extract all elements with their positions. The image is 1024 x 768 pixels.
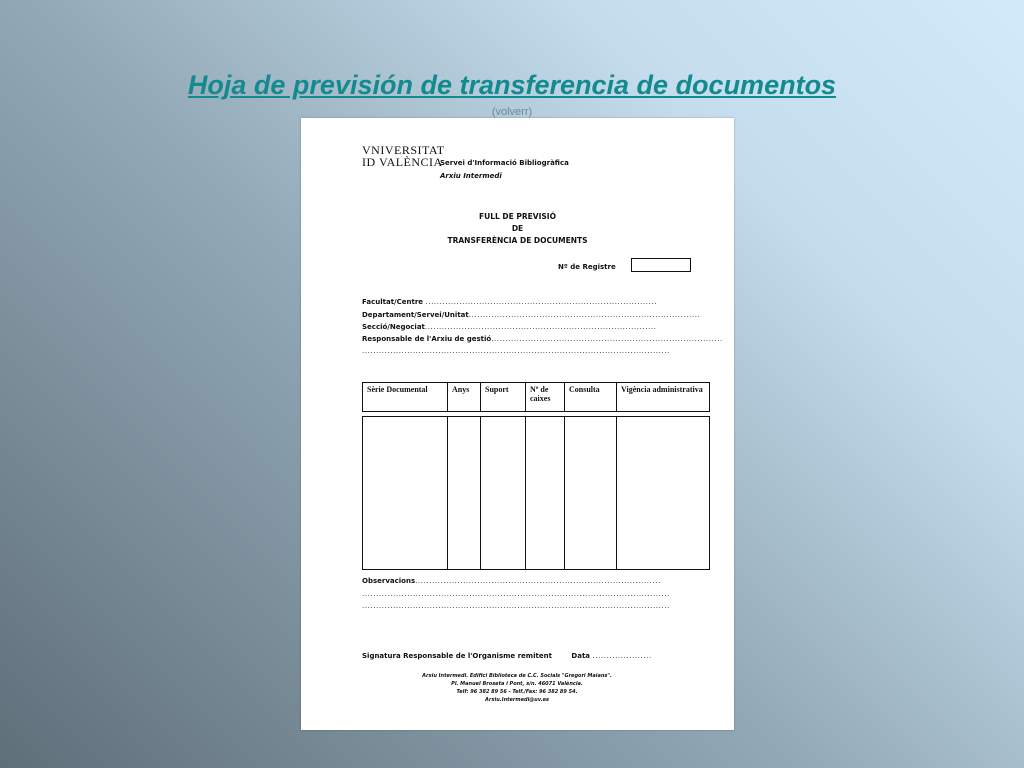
table-cell	[565, 417, 617, 570]
footer-line: Arxiu Intermedi. Edifici Biblioteca de C.C. Socials "Gregori Maians".	[422, 673, 612, 679]
field-department: Departament/Servei/Unitat..................................................................................	[362, 311, 701, 319]
table-row	[363, 417, 710, 570]
column-header: Suport	[481, 383, 526, 412]
table-header-row	[363, 383, 710, 412]
table-cell	[526, 417, 565, 570]
column-header: Consulta	[565, 383, 617, 412]
column-header: Sèrie Documental	[363, 383, 448, 412]
form-title-line: DE	[511, 224, 524, 233]
slide-title[interactable]: Hoja de previsión de transferencia de documentos	[187, 70, 837, 100]
table-cell	[481, 417, 526, 570]
registry-label: Nº de Registre	[558, 263, 616, 271]
field-section: Secció/Negociat..................................................................................	[362, 323, 657, 331]
signature-line: Signatura Responsable de l'Organisme remitent Data .....................	[362, 652, 652, 660]
registry-box	[631, 258, 691, 272]
table-cell	[448, 417, 481, 570]
university-logo-line1: VNIVERSITAT	[362, 143, 445, 157]
sub-department-name: Arxiu Intermedi	[440, 172, 502, 180]
blank-line: .............................................................................................................	[362, 602, 670, 610]
column-header: Vigència administrativa	[617, 383, 710, 412]
field-faculty: Facultat/Centre ..................................................................................	[362, 298, 658, 306]
university-logo-line2: ID VALÈNCIA	[362, 155, 443, 169]
form-title-line: TRANSFERÈNCIA DE DOCUMENTS	[447, 236, 588, 245]
footer-line: Telf: 96 382 89 56 - Telf./Fax: 96 382 89 54.	[456, 689, 578, 695]
department-name: Servei d'Informació Bibliogràfica	[440, 159, 569, 167]
column-header: Nº de caixes	[526, 383, 565, 412]
form-document	[301, 118, 734, 730]
documents-table	[362, 382, 710, 570]
blank-line: .............................................................................................................	[362, 590, 670, 598]
footer-line: Pl. Manuel Broseta i Pont, s/n. 46071 València.	[451, 681, 583, 687]
back-link[interactable]: (volverr)	[491, 106, 533, 118]
field-observations: Observacions.......................................................................................	[362, 577, 661, 585]
footer-email: Arxiu.Intermedi@uv.es	[485, 697, 549, 703]
column-header: Anys	[448, 383, 481, 412]
blank-line: .............................................................................................................	[362, 347, 670, 355]
table-cell	[617, 417, 710, 570]
field-archive-manager: Responsable de l'Arxiu de gestió..................................................................................	[362, 335, 723, 343]
form-title-line: FULL DE PREVISIÓ	[479, 212, 556, 221]
table-cell	[363, 417, 448, 570]
